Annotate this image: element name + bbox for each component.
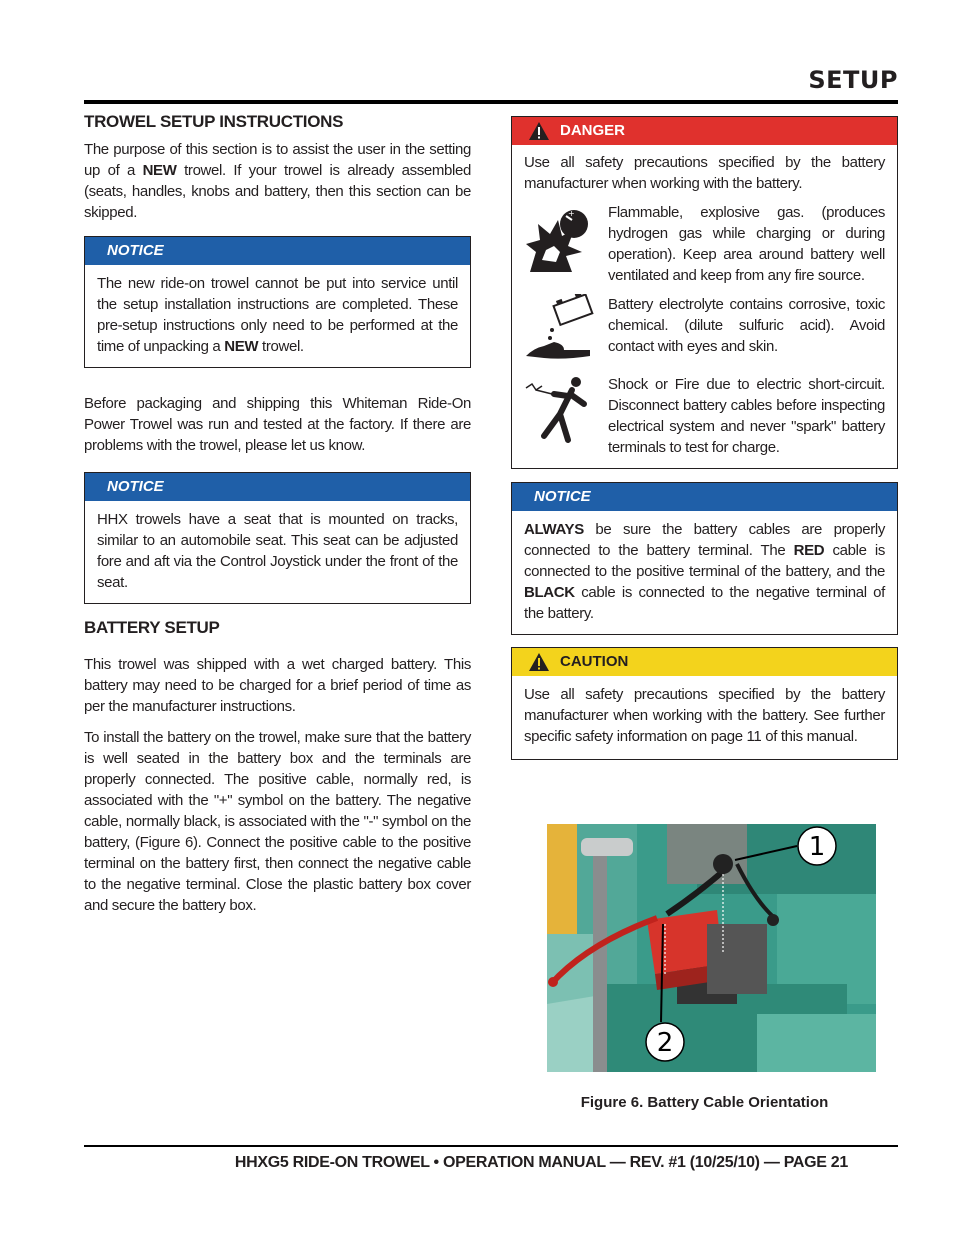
caution-header <box>512 648 897 676</box>
notice-box-seat <box>84 472 471 604</box>
notice-body <box>512 511 897 634</box>
bold-run: BLACK <box>524 584 575 601</box>
danger-intro: Use all safety precautions specified by the battery manufacturer when working with the battery. <box>524 154 885 192</box>
right-column <box>511 116 898 760</box>
factory-test-paragraph: Before packaging and shipping this Whiteman Ride-On Power Trowel was run and tested at the factory. If there are problems with the trowel, please let us know. <box>84 395 471 454</box>
notice-text <box>97 273 458 357</box>
page-title: SETUP <box>808 66 898 94</box>
notice-box-cables <box>511 482 898 635</box>
warning-triangle-icon <box>528 652 550 672</box>
trowel-setup-paragraph <box>84 139 471 223</box>
hazard-shock-text: Shock or Fire due to electric short-circuit. Disconnect battery cables before inspecting electrical system and never "spark" battery terminals to test for charge. <box>608 376 885 456</box>
text-run: cable is connected to the positive terminal of the battery, and the <box>524 542 885 580</box>
text-run: trowel. <box>258 338 304 355</box>
notice-body <box>85 265 470 367</box>
notice-header: NOTICE <box>512 483 897 511</box>
notice-text <box>524 519 885 624</box>
hazard-row <box>524 202 885 286</box>
caution-text: Use all safety precautions specified by the battery manufacturer when working with the battery. See further specific safety information on page 11 of this manual. <box>524 686 885 745</box>
bold-run: ALWAYS <box>524 521 584 538</box>
callout-1: 1 <box>808 832 826 862</box>
corrosive-acid-icon <box>524 294 594 366</box>
hazard-corrosive-text: Battery electrolyte contains corrosive, toxic chemical. (dilute sulfuric acid). Avoid contact with eyes and skin. <box>608 296 885 355</box>
text-run: The purpose of this section is to assist the user in the setting up of a <box>84 141 471 179</box>
page-footer: HHXG5 RIDE-ON TROWEL • OPERATION MANUAL — REV. #1 (10/25/10) — PAGE 21 <box>234 1154 848 1171</box>
caution-box <box>511 647 898 760</box>
footer-rule <box>84 1145 898 1147</box>
caution-label: CAUTION <box>560 653 629 670</box>
explosion-icon <box>524 202 594 274</box>
notice-body <box>85 501 470 603</box>
notice-header: NOTICE <box>85 473 470 501</box>
left-column <box>84 112 471 916</box>
svg-text:+: + <box>568 209 575 218</box>
hazard-row <box>524 294 885 366</box>
battery-setup-paragraph-1: This trowel was shipped with a wet charged battery. This battery may need to be charged for a brief period of time as per the manufacturer instructions. <box>84 656 471 715</box>
text-run: The new ride-on trowel cannot be put into service until the setup installation instructions are completed. These pre-setup instructions only need to be performed at the time of unpacking a <box>97 275 458 355</box>
header-rule <box>84 100 898 104</box>
caution-body <box>512 676 897 759</box>
trowel-setup-heading: TROWEL SETUP INSTRUCTIONS <box>84 112 344 131</box>
bold-run: RED <box>793 542 825 559</box>
bold-run: NEW <box>224 338 259 355</box>
text-run: cable is connected to the negative terminal of the battery. <box>524 584 885 622</box>
battery-cable-figure <box>547 824 876 1072</box>
danger-box <box>511 116 898 469</box>
callout-2: 2 <box>656 1028 674 1058</box>
hazard-flammable-text: Flammable, explosive gas. (produces hydrogen gas while charging or during operation). Keep area around battery well ventilated and keep from any fire source. <box>608 204 885 284</box>
bold-run: NEW <box>142 162 177 179</box>
danger-body <box>512 145 897 468</box>
battery-setup-paragraph-2: To install the battery on the trowel, make sure that the battery is well seated in the battery box and the terminals are properly connected. The positive cable, normally red, is associated with the "+" symbol on the battery. The negative cable, normally black, is associated with the "-" symbol on the battery, (Figure 6). Connect the positive cable to the positive terminal on the battery first, then connect the negative cable to the negative terminal. Close the plastic battery box cover and secure the battery box. <box>84 729 471 914</box>
danger-label: DANGER <box>560 122 626 139</box>
figure-caption: Figure 6. Battery Cable Orientation <box>580 1094 829 1111</box>
electric-shock-icon <box>524 374 594 446</box>
danger-header <box>512 117 897 145</box>
notice-text: HHX trowels have a seat that is mounted on tracks, similar to an automobile seat. This seat can be adjusted fore and aft via the Control Joystick under the front of the seat. <box>97 511 458 591</box>
battery-setup-heading: BATTERY SETUP <box>84 618 220 637</box>
text-run: trowel. If your trowel is already assembled (seats, handles, knobs and battery, then this section can be skipped. <box>84 162 471 221</box>
notice-header: NOTICE <box>85 237 470 265</box>
warning-triangle-icon <box>528 121 550 141</box>
notice-box-new-trowel <box>84 236 471 368</box>
hazard-row <box>524 374 885 458</box>
text-run: be sure the battery cables are properly connected to the battery terminal. The <box>524 521 885 559</box>
